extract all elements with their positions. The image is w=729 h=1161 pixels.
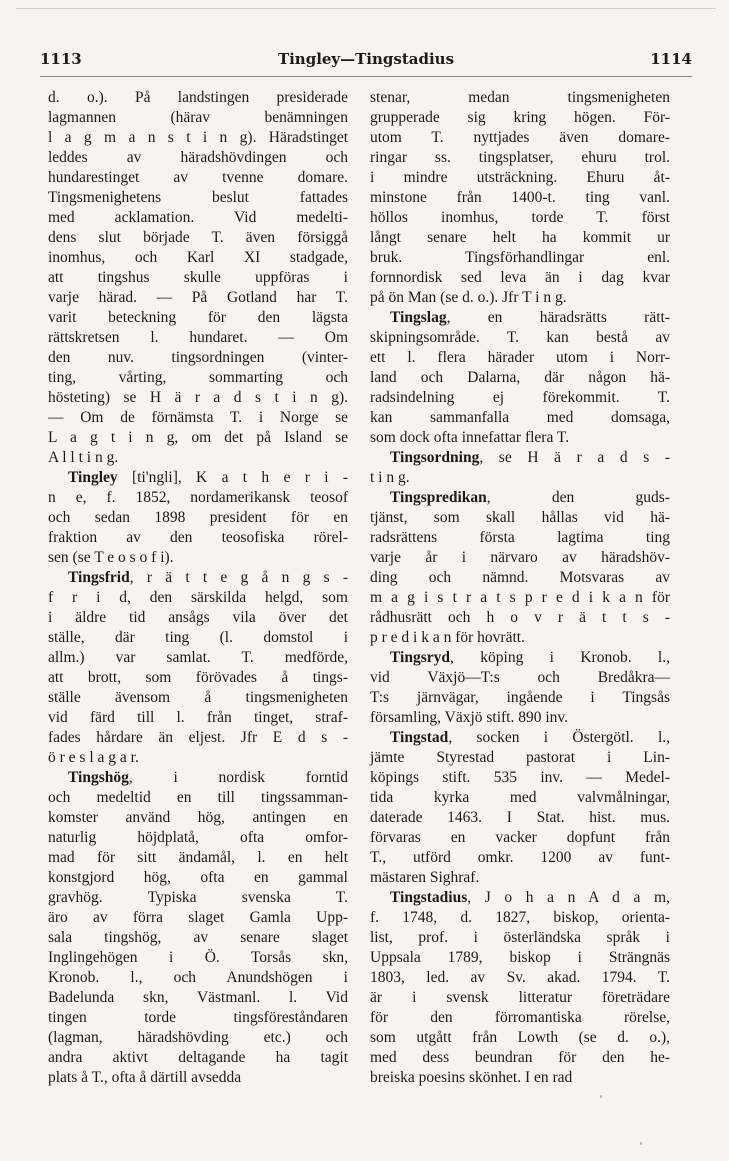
text-line: tjänst, som skall hållas vid hä-	[370, 509, 670, 526]
text-line: ringar ss. tingsplatser, ehuru trol.	[370, 149, 670, 166]
text-line: f. 1748, d. 1827, biskop, orienta-	[370, 909, 670, 926]
page-number-left: 1113	[40, 50, 82, 68]
text-line: och medeltid en till tingssamman-	[48, 789, 348, 806]
text-line: konstgjord hög, ofta en gammal	[48, 869, 348, 886]
text-line: sala tingshög, av senare slaget	[48, 929, 348, 946]
text-line: naturlig höjdplatå, ofta omfor-	[48, 829, 348, 846]
text-line: skipningsområde. T. kan bestå av	[370, 329, 670, 346]
text-line: mästaren Sighraf.	[370, 869, 480, 886]
dictionary-entry	[48, 768, 348, 1088]
page-number-right: 1114	[650, 50, 692, 68]
scan-edge-rule	[16, 8, 716, 9]
text-line: plats å T., ofta å därtill avsedda	[48, 1069, 242, 1086]
text-line: ett l. flera härader utom i Norr-	[370, 349, 670, 366]
text-line: land och Dalarna, där någon hä-	[370, 369, 670, 386]
text-line: vid färd till l. från tinget, straf-	[48, 709, 348, 726]
text-line: varje år i närvaro av häradshöv-	[370, 549, 670, 566]
entry-first-line: Tingslag, en häradsrätts rätt-	[390, 309, 670, 326]
text-line: fraktion av den teosofiska rörel-	[48, 529, 348, 546]
text-line: p r e d i k a n för hovrätt.	[370, 629, 525, 646]
continued-entry-tinget	[48, 88, 348, 468]
text-line: grupperade sig kring högen. För-	[370, 109, 670, 126]
text-line: sen (se T e o s o f i).	[48, 549, 174, 566]
text-line: — Om de förnämsta T. i Norge se	[48, 409, 348, 426]
text-line: hösteting) se H ä r a d s t i n g).	[48, 389, 348, 406]
text-line: Kronob. l., och Anundshögen i	[48, 969, 348, 986]
right-entries	[370, 308, 670, 1088]
text-line: Uppsala 1789, biskop i Strängnäs	[370, 949, 670, 966]
text-line: breiska poesins skönhet. I en rad	[370, 1069, 573, 1086]
text-line: att tingshus skulle uppföras i	[48, 269, 348, 286]
text-line: som dock ofta innefattar flera T.	[370, 429, 570, 446]
headword: Tingslag	[390, 309, 447, 326]
text-line: rättskretsen l. hundaret. — Om	[48, 329, 348, 346]
text-line: med dess beundran för den he-	[370, 1049, 670, 1066]
text-line: ö r e s l a g a r.	[48, 749, 139, 766]
text-line: L a g t i n g, om det på Island se	[48, 429, 348, 446]
headword: Tingsryd	[390, 649, 451, 666]
text-line: l a g m a n s t i n g). Häradstinget	[48, 129, 348, 146]
text-line: mad för sitt ändamål, l. en helt	[48, 849, 348, 866]
text-line: t i n g.	[370, 469, 410, 486]
text-line: fades hårdare än eljest. Jfr E d s -	[48, 729, 348, 746]
text-line: T:s järnvägar, ingående i Tingsås	[370, 689, 670, 706]
text-line: (lagman, häradshövding etc.) och	[48, 1029, 348, 1046]
text-line: minstone från 1400-t. ting vanl.	[370, 189, 670, 206]
text-line: dens slut började T. även försiggå	[48, 229, 348, 246]
entry-first-line: Tingsfrid, r ä t t e g å n g s -	[68, 569, 348, 586]
text-line: köpings stift. 535 inv. — Medel-	[370, 769, 670, 786]
text-line: f r i d, den särskilda helgd, som	[48, 589, 348, 606]
dictionary-entry	[48, 468, 348, 568]
entry-first-line: Tingley [ti'ngli], K a t h e r i -	[68, 469, 349, 486]
text-line: vid Växjö—T:s och Bredåkra—	[370, 669, 670, 686]
text-line: ding och nämnd. Motsvaras av	[370, 569, 670, 586]
running-title: Tingley—Tingstadius	[277, 50, 455, 68]
headword: Tingley	[68, 469, 133, 486]
text-line: äro av förra slaget Gamla Upp-	[48, 909, 348, 926]
text-line: ställe, där ting (l. domstol i	[48, 629, 348, 646]
text-line: Badelunda skn, Västmanl. l. Vid	[48, 989, 348, 1006]
text-line: gravhög. Typiska svenska T.	[48, 889, 348, 906]
header-rule	[40, 76, 692, 77]
text-line: T., utförd omkr. 1200 av funt-	[370, 849, 670, 866]
continued-entry-tingshog	[370, 88, 670, 308]
text-line: som utgått från Lowth (se d. o.),	[370, 1029, 670, 1046]
headword: Tingsfrid	[68, 569, 130, 586]
text-line: för den förromantiska rörelse,	[370, 1009, 670, 1026]
text-line: i äldre tid ansågs vila över det	[48, 609, 348, 626]
dictionary-entry	[370, 648, 670, 728]
right-column	[370, 88, 670, 1088]
dictionary-entry	[370, 488, 670, 648]
text-line: 1803, led. av Sv. akad. 1794. T.	[370, 969, 670, 986]
text-line: bruk. Tingsförhandlingar enl.	[370, 249, 670, 266]
text-line: ting, vårting, sommarting och	[48, 369, 348, 386]
text-line: lagmannen (härav benämningen	[48, 109, 348, 126]
left-entries	[48, 468, 348, 1088]
text-line: komster använd hög, antingen en	[48, 809, 348, 826]
text-line: m a g i s t r a t s p r e d i k a n för	[370, 589, 670, 606]
text-line: tingen torde tingsföreståndaren	[48, 1009, 348, 1026]
text-line: är i svensk litteratur företrädare	[370, 989, 670, 1006]
text-line: församling, Växjö stift. 890 inv.	[370, 709, 569, 726]
text-line: varje härad. — På Gotland har T.	[48, 289, 348, 306]
text-line: jämte Styrestad pastorat i Lin-	[370, 749, 670, 766]
headword: Tingstad	[390, 729, 449, 746]
text-line: stenar, medan tingsmenigheten	[370, 89, 670, 106]
text-line: A l l t i n g.	[48, 449, 119, 466]
text-line: n e, f. 1852, nordamerikansk teosof	[48, 489, 348, 506]
page-header	[40, 50, 692, 72]
text-line: tida kyrka med valvmålningar,	[370, 789, 670, 806]
text-line: radsrättens första lagtima ting	[370, 529, 670, 546]
text-line: och sedan 1898 president för en	[48, 509, 348, 526]
text-line: i mindre utsträckning. Ehuru åt-	[370, 169, 670, 186]
paper-speck	[600, 1095, 602, 1098]
text-line: list, prof. i österländska språk i	[370, 929, 670, 946]
dictionary-entry	[370, 888, 670, 1088]
text-line: rådhusrätt och h o v r ä t t s -	[370, 609, 670, 626]
dictionary-entry	[48, 568, 348, 768]
text-line: ställe ävensom å tingsmenigheten	[48, 689, 348, 706]
text-line: Tingsmenighetens beslut fattades	[48, 189, 348, 206]
entry-first-line: Tingsryd, köping i Kronob. l.,	[390, 649, 670, 666]
text-line: utom T. nyttjades även domare-	[370, 129, 670, 146]
text-line: allm.) var samlat. T. medförde,	[48, 649, 348, 666]
text-line: inomhus, och Karl XI stadgade,	[48, 249, 348, 266]
text-line: andra aktivt deltagande ha tagit	[48, 1049, 348, 1066]
entry-first-line: Tingsordning, se H ä r a d s -	[390, 449, 670, 466]
headword: Tingstadius	[390, 889, 468, 906]
text-line: varit beteckning för den lägsta	[48, 309, 348, 326]
dictionary-entry	[370, 308, 670, 448]
entry-first-line: Tingstad, socken i Östergötl. l.,	[390, 729, 670, 746]
text-line: att brott, som förövades å tings-	[48, 669, 348, 686]
headword: Tingspredikan	[390, 489, 487, 506]
entry-first-line: Tingshög, i nordisk forntid	[68, 769, 348, 786]
entry-first-line: Tingspredikan, den guds-	[390, 489, 670, 506]
headword: Tingsordning	[390, 449, 480, 466]
text-line: d. o.). På landstingen presiderade	[48, 89, 348, 106]
headword: Tingshög	[68, 769, 129, 786]
text-line: radsindelning ej förekommit. T.	[370, 389, 670, 406]
text-line: förvaras en vacker dopfunt från	[370, 829, 670, 846]
text-line: daterade 1463. I Stat. hist. mus.	[370, 809, 670, 826]
text-line: på ön Man (se d. o.). Jfr T i n g.	[370, 289, 567, 306]
text-line: hundarestinget av tvenne domare.	[48, 169, 348, 186]
text-line: fornnordisk sed leva än i dag kvar	[370, 269, 670, 286]
dictionary-entry	[370, 728, 670, 888]
text-line: höllos inomhus, torde T. först	[370, 209, 670, 226]
text-line: leddes av häradshövdingen och	[48, 149, 348, 166]
text-line: Inglingehögen i Ö. Torsås skn,	[48, 949, 348, 966]
left-column	[48, 88, 348, 1088]
text-line: med acklamation. Vid medelti-	[48, 209, 348, 226]
text-line: långt senare helt ha kommit ur	[370, 229, 670, 246]
dictionary-entry	[370, 448, 670, 488]
entry-first-line: Tingstadius, J o h a n A d a m,	[390, 889, 670, 906]
paper-speck	[640, 1142, 642, 1145]
text-line: kan sammanfalla med domsaga,	[370, 409, 670, 426]
text-line: den nuv. tingsordningen (vinter-	[48, 349, 348, 366]
